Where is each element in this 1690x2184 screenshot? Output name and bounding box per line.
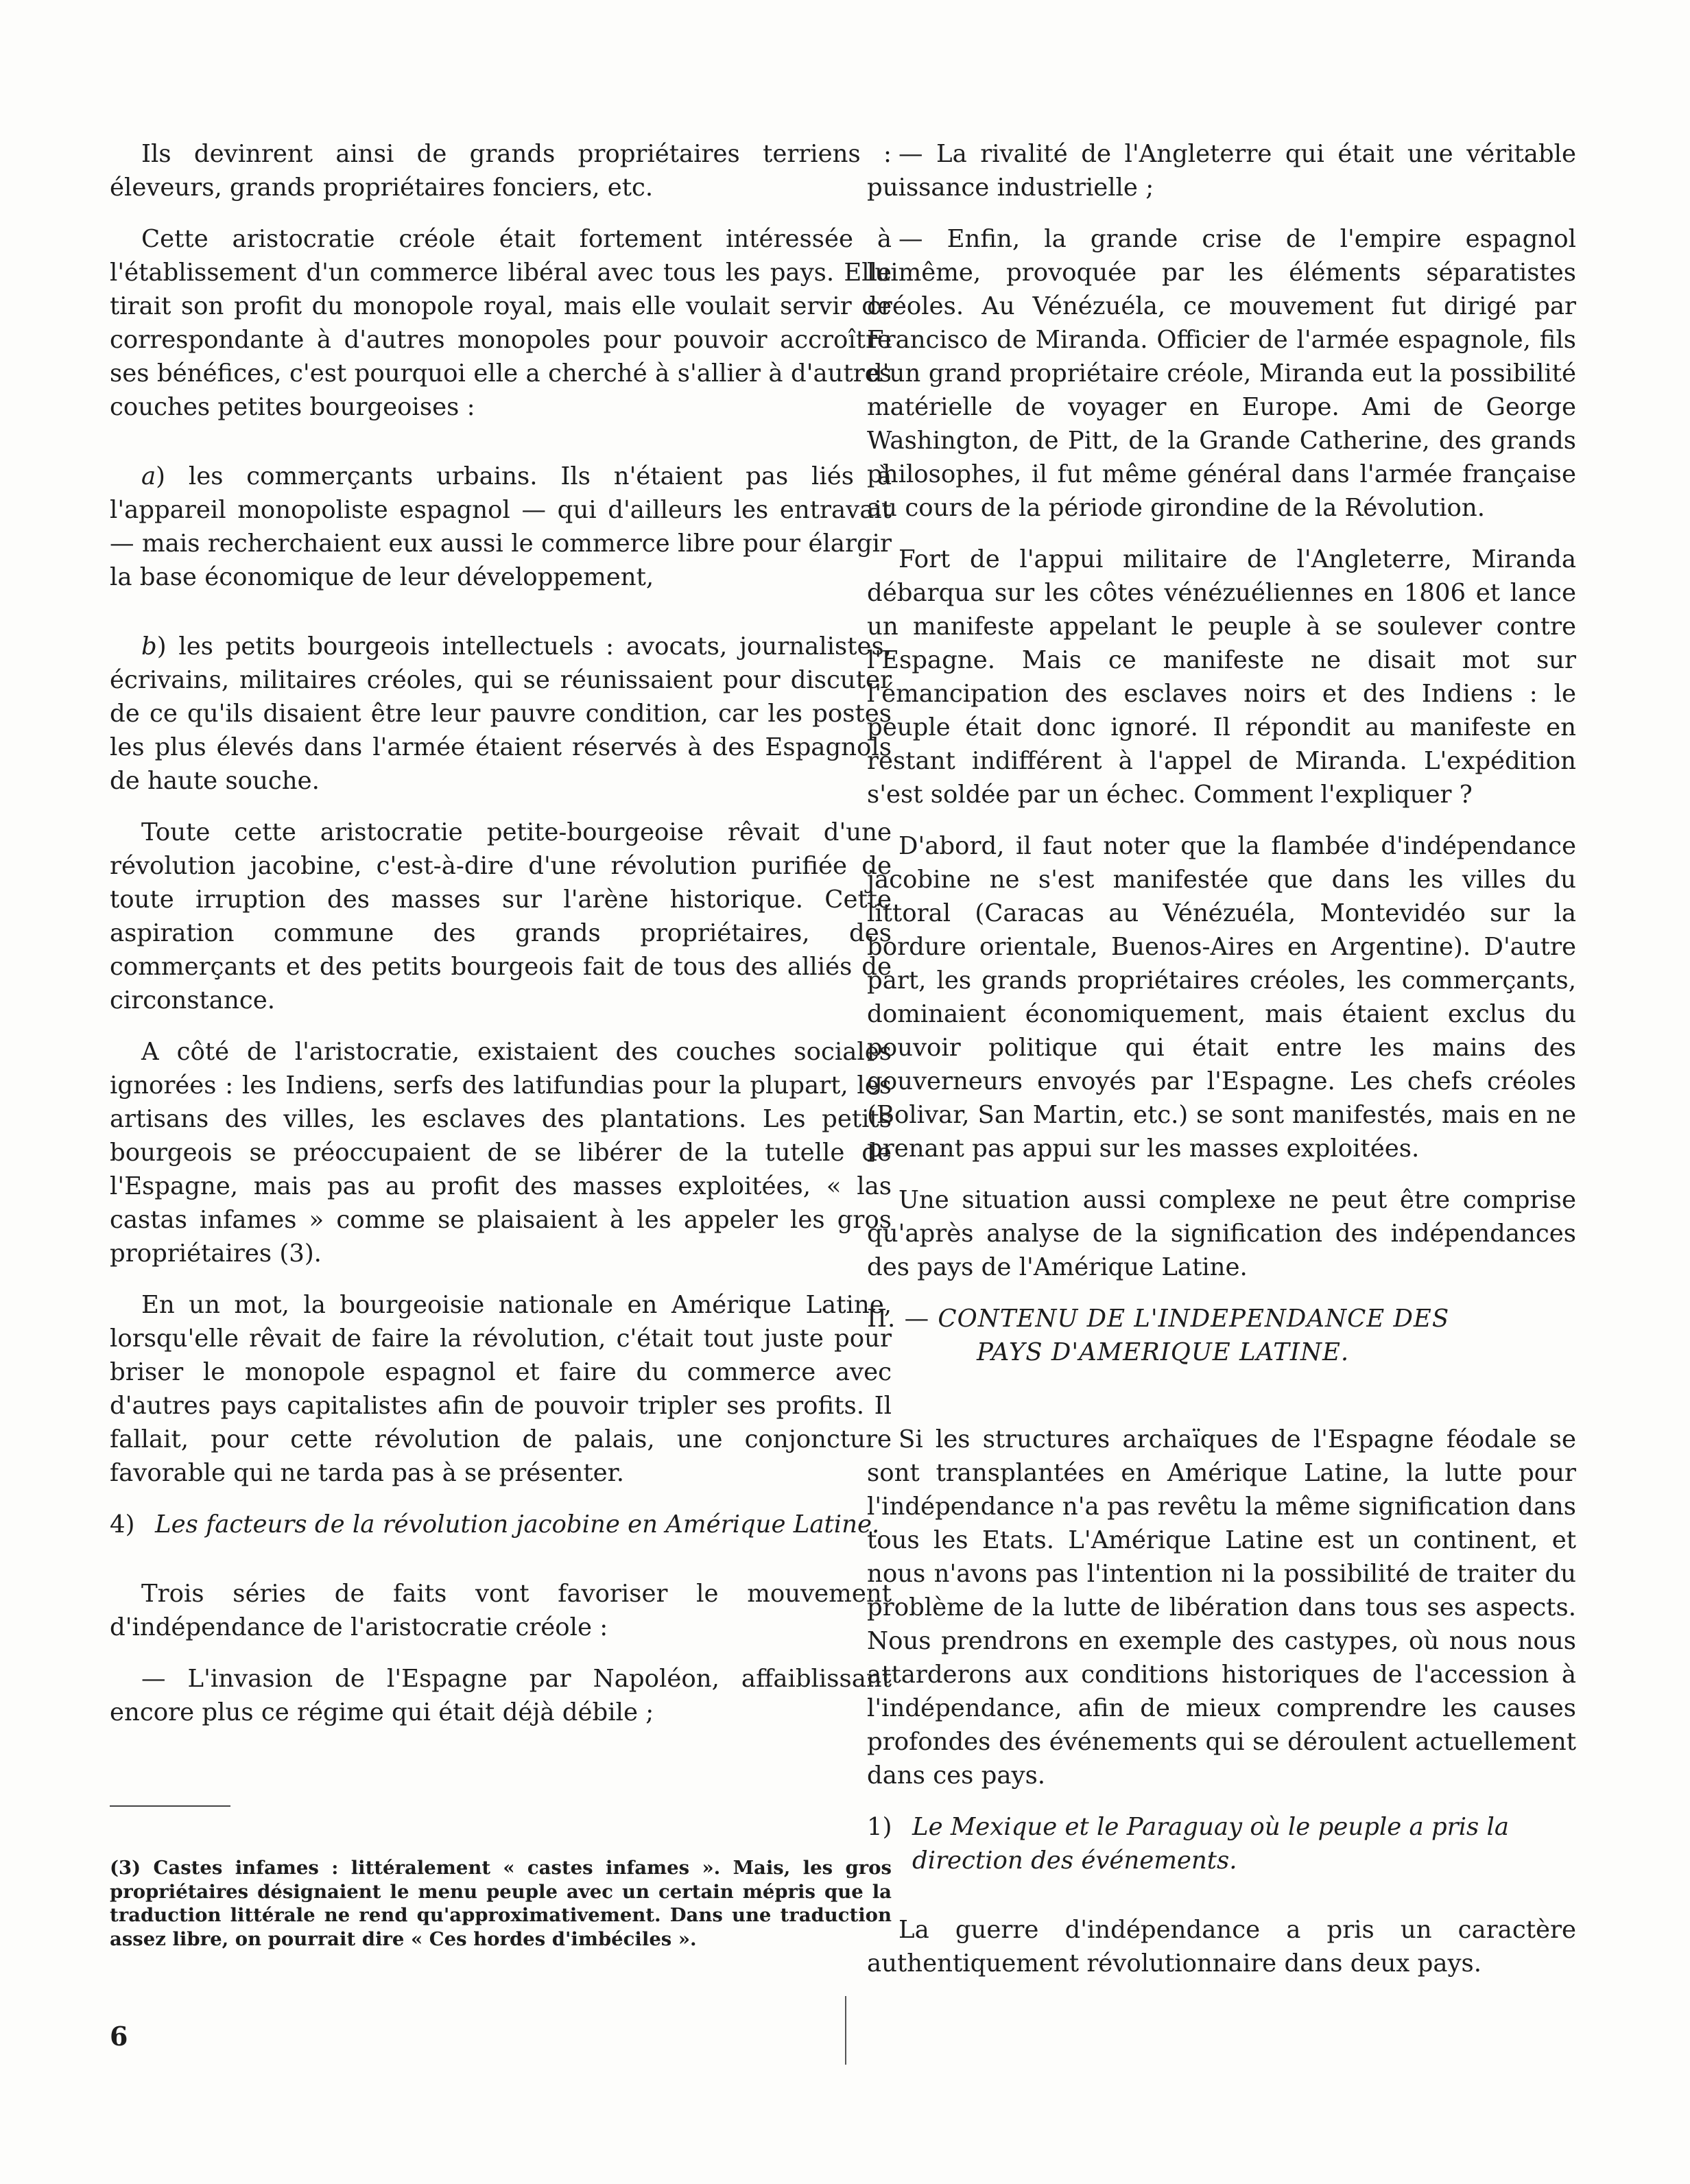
paragraph: La guerre d'indépendance a pris un caractère authentiquement révolutionnaire dans deux pays. <box>867 1916 1576 1978</box>
section-heading <box>867 1302 1576 1369</box>
subsection-title: Les facteurs de la révolution jacobine en Amérique Latine. <box>155 1510 880 1539</box>
subsection-number: 4) <box>110 1510 135 1539</box>
footnote-text: (3) Castes infames : littéralement « castes infames ». Mais, les gros propriétaires désignaient le menu peuple avec un certain mépris que la traduction littérale ne rend qu'approximativement. Dans une traduction assez libre, on pourrait dire « Ces hordes d'imbéciles ». <box>110 1857 892 1950</box>
paragraph: Ils devinrent ainsi de grands propriétaires terriens : éleveurs, grands propriétaires fonciers, etc. <box>110 140 892 202</box>
section-number: II. — <box>867 1305 930 1333</box>
list-letter: b <box>141 632 157 661</box>
list-item-text: ) les commerçants urbains. Ils n'étaient pas liés à l'appareil monopoliste espagnol — qui d'ailleurs les entravait — mais recherchaient eux aussi le commerce libre pour élargir la base économique de leur développement, <box>110 462 892 591</box>
subsection-title: Le Mexique et le Paraguay où le peuple a pris la direction des événements. <box>912 1813 1510 1875</box>
subsection-heading <box>110 1508 892 1541</box>
left-column <box>110 137 892 1747</box>
list-letter: a <box>141 462 156 490</box>
footnote-divider <box>110 1805 230 1807</box>
list-item-b <box>110 630 892 798</box>
section-title-line1: CONTENU DE L'INDEPENDANCE DES <box>938 1305 1450 1333</box>
paragraph: Toute cette aristocratie petite-bourgeoise rêvait d'une révolution jacobine, c'est-à-dire d'une révolution purifiée de toute irruption des masses sur l'arène historique. Cette aspiration commune des grands propriétaires, des commerçants et des petits bourgeois fait de tous des alliés de circonstance. <box>110 818 892 1014</box>
subsection-heading <box>867 1810 1576 1877</box>
paragraph: Trois séries de faits vont favoriser le mouvement d'indépendance de l'aristocratie créole : <box>110 1580 892 1641</box>
paragraph: — L'invasion de l'Espagne par Napoléon, affaiblissant encore plus ce régime qui était déjà débile ; <box>110 1665 892 1726</box>
list-item-text: ) les petits bourgeois intellectuels : avocats, journalistes, écrivains, militaires créoles, qui se réunissaient pour discuter de ce qu'ils disaient être leur pauvre condition, car les postes les plus élevés dans l'armée étaient réservés à des Espagnols de haute souche. <box>110 632 892 795</box>
paragraph: — La rivalité de l'Angleterre qui était une véritable puissance industrielle ; <box>867 140 1576 202</box>
paragraph: — Enfin, la grande crise de l'empire espagnol luimême, provoquée par les éléments séparatistes créoles. Au Vénézuéla, ce mouvement fut dirigé par Francisco de Miranda. Officier de l'armée espagnole, fils d'un grand propriétaire créole, Miranda eut la possibilité matérielle de voyager en Europe. Ami de George Washington, de Pitt, de la Grande Catherine, des grands philosophes, il fut même général dans l'armée française au cours de la période girondine de la Révolution. <box>867 225 1576 522</box>
paragraph: Fort de l'appui militaire de l'Angleterre, Miranda débarqua sur les côtes vénézuéliennes en 1806 et lance un manifeste appelant le peuple à se soulever contre l'Espagne. Mais ce manifeste ne disait mot sur l'émancipation des esclaves noirs et des Indiens : le peuple était donc ignoré. Il répondit au manifeste en restant indifférent à l'appel de Miranda. L'expédition s'est soldée par un échec. Comment l'expliquer ? <box>867 545 1576 809</box>
section-title-line2: PAYS D'AMERIQUE LATINE. <box>977 1338 1350 1366</box>
paragraph: Une situation aussi complexe ne peut être comprise qu'après analyse de la signification des indépendances des pays de l'Amérique Latine. <box>867 1186 1576 1281</box>
page-number: 6 <box>110 2021 128 2052</box>
paragraph: A côté de l'aristocratie, existaient des couches sociales ignorées : les Indiens, serfs des latifundias pour la plupart, les artisans des villes, les esclaves des plantations. Les petits bourgeois se préoccupaient de se libérer de la tutelle de l'Espagne, mais pas au profit des masses exploitées, « las castas infames » comme se plaisaient à les appeler les gros propriétaires (3). <box>110 1038 892 1268</box>
right-column <box>867 137 1576 1998</box>
paragraph: En un mot, la bourgeoisie nationale en Amérique Latine, lorsqu'elle rêvait de faire la révolution, c'était tout juste pour briser le monopole espagnol et faire du commerce avec d'autres pays capitalistes afin de pouvoir tripler ses profits. Il fallait, pour cette révolution de palais, une conjoncture favorable qui ne tarda pas à se présenter. <box>110 1291 892 1487</box>
paragraph: D'abord, il faut noter que la flambée d'indépendance jacobine ne s'est manifestée que dans les villes du littoral (Caracas au Vénézuéla, Montevidéo sur la bordure orientale, Buenos-Aires en Argentine). D'autre part, les grands propriétaires créoles, les commerçants, dominaient économiquement, mais étaient exclus du pouvoir politique qui était entre les mains des gouverneurs envoyés par l'Espagne. Les chefs créoles (Bolivar, San Martin, etc.) se sont manifestés, mais en ne prenant pas appui sur les masses exploitées. <box>867 832 1576 1163</box>
list-item-a <box>110 460 892 594</box>
subsection-number: 1) <box>867 1813 892 1841</box>
column-divider <box>845 1996 846 2065</box>
paragraph: Si les structures archaïques de l'Espagne féodale se sont transplantées en Amérique Latine, la lutte pour l'indépendance n'a pas revêtu la même signification dans tous les Etats. L'Amérique Latine est un continent, et nous n'avons pas l'intention ni la possibilité de traiter du problème de la lutte de libération dans tous ses aspects. Nous prendrons en exemple des castypes, où nous nous attarderons aux conditions historiques de l'accession à l'indépendance, afin de mieux comprendre les causes profondes des événements qui se déroulent actuellement dans ces pays. <box>867 1425 1576 1790</box>
footnote <box>110 1856 892 1951</box>
paragraph: Cette aristocratie créole était fortement intéressée à l'établissement d'un commerce libéral avec tous les pays. Elle tirait son profit du monopole royal, mais elle voulait servir de correspondante à d'autres monopoles pour pouvoir accroître ses bénéfices, c'est pourquoi elle a cherché à s'allier à d'autres couches petites bourgeoises : <box>110 225 892 421</box>
